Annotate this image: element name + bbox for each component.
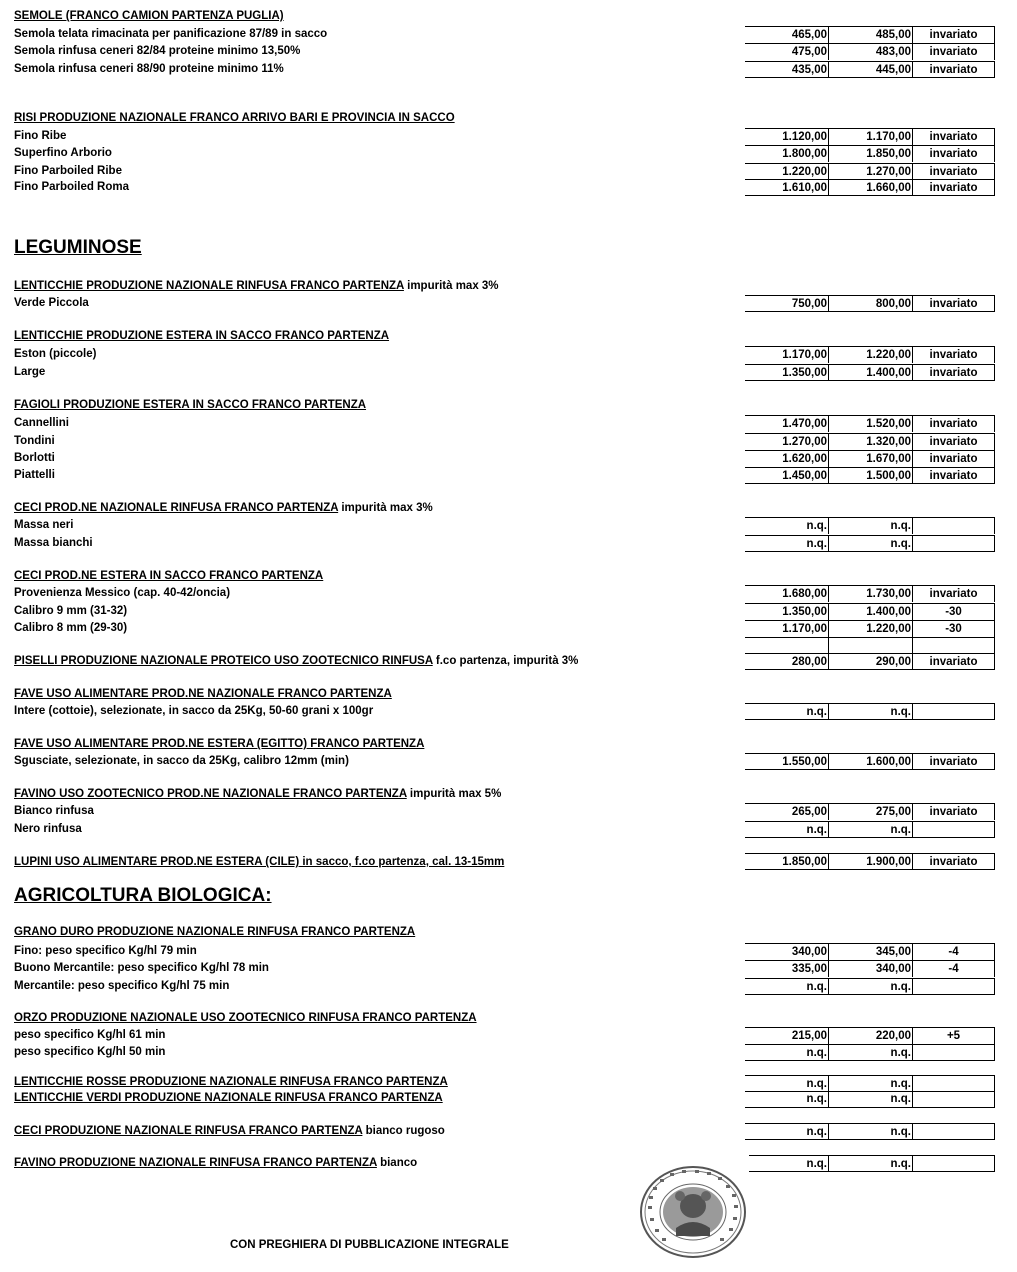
- variation-cell: invariato: [913, 753, 995, 770]
- price-max-cell: 1.220,00: [829, 346, 913, 363]
- variation-cell: [913, 1075, 995, 1091]
- row-label: peso specifico Kg/hl 61 min: [14, 1029, 166, 1041]
- price-min-cell: 1.220,00: [745, 163, 829, 180]
- row-label: Superfino Arborio: [14, 147, 112, 159]
- price-max-cell: n.q.: [829, 821, 913, 838]
- price-max-cell: n.q.: [829, 1044, 913, 1061]
- price-max-cell: 1.400,00: [829, 364, 913, 381]
- section-heading-orzo-bio: ORZO PRODUZIONE NAZIONALE USO ZOOTECNICO RINFUSA FRANCO PARTENZA: [14, 1012, 477, 1024]
- price-max-cell: 1.600,00: [829, 753, 913, 770]
- section-heading-piselli: PISELLI PRODUZIONE NAZIONALE PROTEICO USO ZOOTECNICO RINFUSA f.co partenza, impurità 3%: [14, 655, 579, 667]
- row-label: Intere (cottoie), selezionate, in sacco da 25Kg, 50-60 grani x 100gr: [14, 705, 374, 717]
- price-min-cell: n.q.: [745, 517, 829, 534]
- price-min-cell: 280,00: [745, 653, 829, 670]
- price-max-cell: 1.170,00: [829, 128, 913, 145]
- variation-cell: -30: [913, 603, 995, 620]
- price-max-cell: n.q.: [829, 535, 913, 552]
- variation-cell: invariato: [913, 467, 995, 484]
- variation-cell: invariato: [913, 346, 995, 363]
- row-label: Calibro 8 mm (29-30): [14, 622, 128, 634]
- variation-cell: -4: [913, 960, 995, 977]
- section-heading-fave-nazionale: FAVE USO ALIMENTARE PROD.NE NAZIONALE FRANCO PARTENZA: [14, 688, 392, 700]
- row-label: Eston (piccole): [14, 348, 97, 360]
- price-min-cell: 1.610,00: [745, 179, 829, 196]
- row-label: Piattelli: [14, 469, 55, 481]
- section-heading-grano-bio: GRANO DURO PRODUZIONE NAZIONALE RINFUSA FRANCO PARTENZA: [14, 926, 416, 938]
- price-min-cell: 1.470,00: [745, 415, 829, 432]
- variation-cell: [913, 978, 995, 995]
- price-min-cell: 1.800,00: [745, 145, 829, 162]
- price-max-cell: 800,00: [829, 295, 913, 312]
- variation-cell: invariato: [913, 163, 995, 180]
- row-label: Tondini: [14, 435, 55, 447]
- row-label: Bianco rinfusa: [14, 805, 94, 817]
- row-label: Semola telata rimacinata per panificazione 87/89 in sacco: [14, 28, 328, 40]
- price-min-cell: 1.450,00: [745, 467, 829, 484]
- price-max-cell: 345,00: [829, 943, 913, 960]
- row-label: Semola rinfusa ceneri 88/90 proteine minimo 11%: [14, 63, 284, 75]
- price-min-cell: 215,00: [745, 1027, 829, 1044]
- row-label: Sgusciate, selezionate, in sacco da 25Kg, calibro 12mm (min): [14, 755, 349, 767]
- price-max-cell: 1.220,00: [829, 620, 913, 637]
- variation-cell: [913, 1155, 995, 1172]
- price-min-cell: 265,00: [745, 803, 829, 820]
- price-min-cell: 335,00: [745, 960, 829, 977]
- variation-cell: [913, 1091, 995, 1108]
- price-max-cell: n.q.: [829, 1155, 913, 1172]
- variation-cell: invariato: [913, 653, 995, 670]
- chamber-of-commerce-seal: [640, 1166, 746, 1258]
- section-heading-ceci-nazionale: CECI PROD.NE NAZIONALE RINFUSA FRANCO PARTENZA impurità max 3%: [14, 502, 433, 514]
- price-max-cell: 290,00: [829, 653, 913, 670]
- price-min-cell: 340,00: [745, 943, 829, 960]
- price-max-cell: 1.730,00: [829, 585, 913, 602]
- variation-cell: invariato: [913, 43, 995, 60]
- empty-cell: [913, 637, 995, 653]
- row-label: peso specifico Kg/hl 50 min: [14, 1046, 166, 1058]
- price-max-cell: n.q.: [829, 1075, 913, 1091]
- price-max-cell: n.q.: [829, 1123, 913, 1140]
- section-heading-favino-bio: FAVINO PRODUZIONE NAZIONALE RINFUSA FRANCO PARTENZA bianco: [14, 1157, 418, 1169]
- price-min-cell: 1.350,00: [745, 603, 829, 620]
- price-min-cell: n.q.: [745, 703, 829, 720]
- price-max-cell: 275,00: [829, 803, 913, 820]
- price-max-cell: 1.670,00: [829, 450, 913, 467]
- price-max-cell: n.q.: [829, 703, 913, 720]
- section-heading-lenticchie-rosse: LENTICCHIE ROSSE PRODUZIONE NAZIONALE RINFUSA FRANCO PARTENZA: [14, 1076, 448, 1088]
- section-heading-lenticchie-nazionale: LENTICCHIE PRODUZIONE NAZIONALE RINFUSA FRANCO PARTENZA impurità max 3%: [14, 280, 499, 292]
- row-label: Borlotti: [14, 452, 55, 464]
- price-min-cell: 475,00: [745, 43, 829, 60]
- variation-cell: invariato: [913, 364, 995, 381]
- section-heading-ceci-bio: CECI PRODUZIONE NAZIONALE RINFUSA FRANCO PARTENZA bianco rugoso: [14, 1125, 445, 1137]
- section-heading-fagioli: FAGIOLI PRODUZIONE ESTERA IN SACCO FRANCO PARTENZA: [14, 399, 367, 411]
- price-max-cell: 1.850,00: [829, 145, 913, 162]
- section-heading-lupini: LUPINI USO ALIMENTARE PROD.NE ESTERA (CILE) in sacco, f.co partenza, cal. 13-15mm: [14, 856, 505, 868]
- variation-cell: invariato: [913, 803, 995, 820]
- price-min-cell: n.q.: [745, 821, 829, 838]
- section-heading-lenticchie-verdi: LENTICCHIE VERDI PRODUZIONE NAZIONALE RINFUSA FRANCO PARTENZA: [14, 1092, 443, 1104]
- price-min-cell: n.q.: [749, 1155, 829, 1172]
- row-label: Fino: peso specifico Kg/hl 79 min: [14, 945, 197, 957]
- variation-cell: invariato: [913, 145, 995, 162]
- variation-cell: [913, 535, 995, 552]
- price-min-cell: n.q.: [745, 1123, 829, 1140]
- price-min-cell: 1.350,00: [745, 364, 829, 381]
- row-label: Provenienza Messico (cap. 40-42/oncia): [14, 587, 231, 599]
- row-label: Semola rinfusa ceneri 82/84 proteine minimo 13,50%: [14, 45, 301, 57]
- price-max-cell: n.q.: [829, 1091, 913, 1108]
- row-label: Nero rinfusa: [14, 823, 82, 835]
- price-max-cell: 1.660,00: [829, 179, 913, 196]
- section-heading-lenticchie-estera: LENTICCHIE PRODUZIONE ESTERA IN SACCO FRANCO PARTENZA: [14, 330, 390, 342]
- price-min-cell: 1.270,00: [745, 433, 829, 450]
- row-label: Fino Parboiled Roma: [14, 181, 130, 193]
- price-max-cell: 1.400,00: [829, 603, 913, 620]
- price-min-cell: 1.120,00: [745, 128, 829, 145]
- price-max-cell: 445,00: [829, 61, 913, 78]
- price-max-cell: 483,00: [829, 43, 913, 60]
- variation-cell: -30: [913, 620, 995, 637]
- price-min-cell: 1.170,00: [745, 620, 829, 637]
- price-max-cell: 1.320,00: [829, 433, 913, 450]
- variation-cell: [913, 703, 995, 720]
- variation-cell: invariato: [913, 585, 995, 602]
- row-label: Massa neri: [14, 519, 74, 531]
- price-max-cell: 1.900,00: [829, 853, 913, 870]
- row-label: Calibro 9 mm (31-32): [14, 605, 128, 617]
- price-max-cell: 485,00: [829, 26, 913, 43]
- row-label: Cannellini: [14, 417, 69, 429]
- section-heading-fave-estera: FAVE USO ALIMENTARE PROD.NE ESTERA (EGITTO) FRANCO PARTENZA: [14, 738, 425, 750]
- section-heading-favino-zootecnico: FAVINO USO ZOOTECNICO PROD.NE NAZIONALE FRANCO PARTENZA impurità max 5%: [14, 788, 502, 800]
- price-min-cell: n.q.: [745, 1091, 829, 1108]
- variation-cell: [913, 1123, 995, 1140]
- price-max-cell: n.q.: [829, 517, 913, 534]
- price-max-cell: n.q.: [829, 978, 913, 995]
- price-min-cell: 1.850,00: [745, 853, 829, 870]
- price-min-cell: 1.550,00: [745, 753, 829, 770]
- section-heading-semole: SEMOLE (FRANCO CAMION PARTENZA PUGLIA): [14, 10, 284, 22]
- price-min-cell: 1.680,00: [745, 585, 829, 602]
- row-label: Large: [14, 366, 46, 378]
- variation-cell: invariato: [913, 450, 995, 467]
- section-heading-risi: RISI PRODUZIONE NAZIONALE FRANCO ARRIVO BARI E PROVINCIA IN SACCO: [14, 112, 455, 124]
- price-min-cell: 465,00: [745, 26, 829, 43]
- variation-cell: +5: [913, 1027, 995, 1044]
- price-min-cell: n.q.: [745, 1075, 829, 1091]
- row-label: Fino Parboiled Ribe: [14, 165, 122, 177]
- variation-cell: invariato: [913, 433, 995, 450]
- variation-cell: invariato: [913, 26, 995, 43]
- price-max-cell: 1.270,00: [829, 163, 913, 180]
- price-min-cell: n.q.: [745, 978, 829, 995]
- variation-cell: invariato: [913, 415, 995, 432]
- price-max-cell: 220,00: [829, 1027, 913, 1044]
- variation-cell: invariato: [913, 61, 995, 78]
- variation-cell: invariato: [913, 853, 995, 870]
- row-label: Fino Ribe: [14, 130, 67, 142]
- price-min-cell: n.q.: [745, 1044, 829, 1061]
- row-label: Mercantile: peso specifico Kg/hl 75 min: [14, 980, 230, 992]
- variation-cell: -4: [913, 943, 995, 960]
- section-title-agricoltura-biologica: AGRICOLTURA BIOLOGICA:: [14, 885, 272, 906]
- price-min-cell: 1.620,00: [745, 450, 829, 467]
- section-title-leguminose: LEGUMINOSE: [14, 237, 142, 258]
- price-max-cell: 340,00: [829, 960, 913, 977]
- variation-cell: invariato: [913, 179, 995, 196]
- price-min-cell: 435,00: [745, 61, 829, 78]
- variation-cell: invariato: [913, 128, 995, 145]
- variation-cell: invariato: [913, 295, 995, 312]
- empty-cell: [745, 637, 829, 653]
- variation-cell: [913, 517, 995, 534]
- variation-cell: [913, 821, 995, 838]
- price-min-cell: n.q.: [745, 535, 829, 552]
- empty-cell: [829, 637, 913, 653]
- row-label: Verde Piccola: [14, 297, 89, 309]
- price-max-cell: 1.500,00: [829, 467, 913, 484]
- variation-cell: [913, 1044, 995, 1061]
- price-min-cell: 1.170,00: [745, 346, 829, 363]
- row-label: Buono Mercantile: peso specifico Kg/hl 78 min: [14, 962, 269, 974]
- section-heading-ceci-estera: CECI PROD.NE ESTERA IN SACCO FRANCO PARTENZA: [14, 570, 324, 582]
- footer-note: CON PREGHIERA DI PUBBLICAZIONE INTEGRALE: [230, 1239, 509, 1251]
- price-max-cell: 1.520,00: [829, 415, 913, 432]
- row-label: Massa bianchi: [14, 537, 93, 549]
- price-min-cell: 750,00: [745, 295, 829, 312]
